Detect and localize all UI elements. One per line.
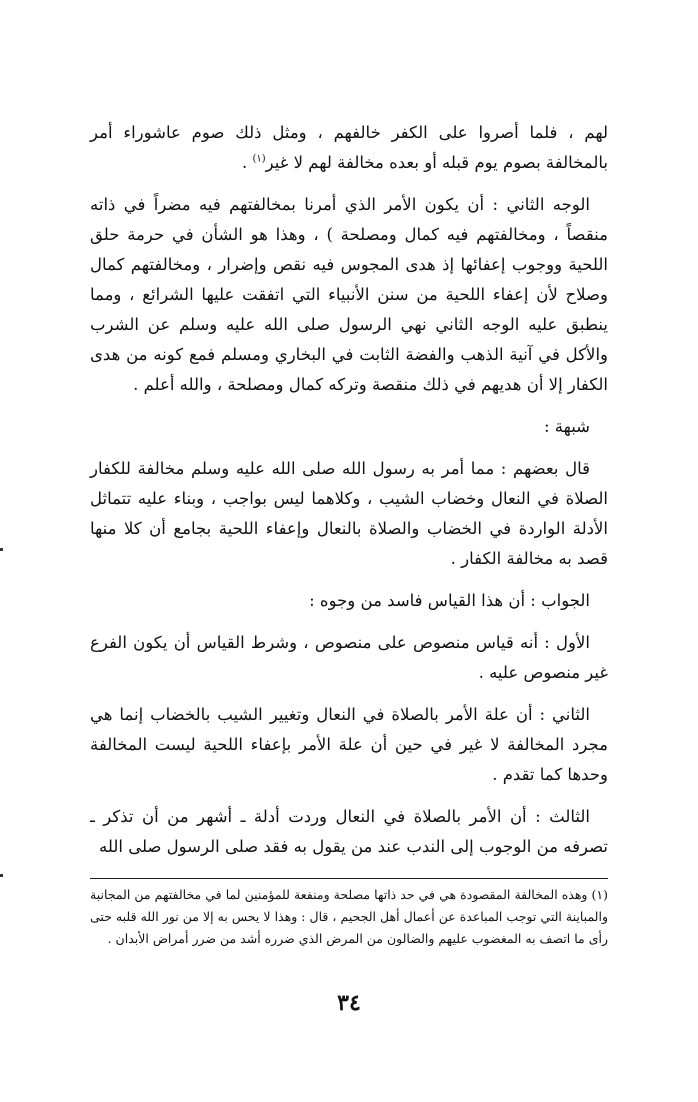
- paragraph-tail: .: [241, 153, 253, 172]
- paragraph-third-reason: الثالث : أن الأمر بالصلاة في النعال وردت أدلة ـ أشهر من أن تذكر ـ تصرفه من الوجوب إلى الندب عند من يقول به فقد صلى الرسول صلى الله: [90, 807, 608, 856]
- paragraph-continuation: [90, 118, 608, 178]
- footnote-section: [90, 884, 608, 950]
- section-heading-doubt: شبهة :: [543, 417, 590, 436]
- footnote-text: (١) وهذه المخالفة المقصودة هي في حد ذاتها مصلحة ومنفعة للمؤمنين لما في مخالفتهم من المجانبة والمباينة التي توجب المباعدة عن أعمال أهل الجحيم ، قال : وهذا لا يحس به إلا من نور الله قلبه حتى رأى ما اتصف به المغضوب عليهم والضالون من المرض الذي ضرره أشد من ضرر أمراض الأبدان .: [90, 887, 608, 946]
- paragraph-answer: الجواب : أن هذا القياس فاسد من وجوه :: [309, 591, 590, 610]
- margin-mark: [0, 548, 3, 551]
- paragraph-text: لهم ، فلما أصروا على الكفر خالفهم ، ومثل ذلك صوم عاشوراء أمر بالمخالفة بصوم يوم قبله أو بعده مخالفة لهم لا غير: [90, 123, 608, 172]
- footnote-divider: [90, 878, 608, 879]
- paragraph-second-aspect: الوجه الثاني : أن يكون الأمر الذي أمرنا بمخالفتهم فيه مضراً في ذاته منقصاً ، ومخالفتهم فيه كمال ومصلحة ) ، وهذا هو الشأن في حرمة حلق اللحية ووجوب إعفائها إذ هدى المجوس فيه نقص وإضرار ، ومخالفتهم كمال وصلاح لأن إعفاء اللحية من سنن الأنبياء التي اتفقت عليها الشرائع ، ومما ينطبق عليه الوجه الثاني نهي الرسول صلى الله عليه وسلم عن الشرب والأكل في آنية الذهب والفضة الثابت في البخاري ومسلم فمع كونه من هدى الكفار إلا أن هديهم في ذلك منقصة وتركه كمال ومصلحة ، والله أعلم .: [90, 195, 608, 394]
- page-number: ٣٤: [337, 990, 361, 1016]
- footnote-reference[interactable]: (١): [252, 153, 266, 165]
- paragraph-objection: قال بعضهم : مما أمر به رسول الله صلى الله عليه وسلم مخالفة للكفار الصلاة في النعال وخضاب الشيب ، وكلاهما ليس بواجب ، وبناء عليه تتماثل الأدلة الواردة في الخضاب والصلاة بالنعال وإعفاء اللحية بجامع أن كلا منها قصد به مخالفة الكفار .: [90, 459, 608, 568]
- paragraph-first-reason: الأول : أنه قياس منصوص على منصوص ، وشرط القياس أن يكون الفرع غير منصوص عليه .: [90, 633, 608, 682]
- page-body: [90, 118, 608, 874]
- paragraph-second-reason: الثاني : أن علة الأمر بالصلاة في النعال وتغيير الشيب بالخضاب إنما هي مجرد المخالفة لا غير في حين أن علة الأمر بإعفاء اللحية ليست المخالفة وحدها كما تقدم .: [90, 705, 608, 784]
- margin-mark: [0, 874, 3, 877]
